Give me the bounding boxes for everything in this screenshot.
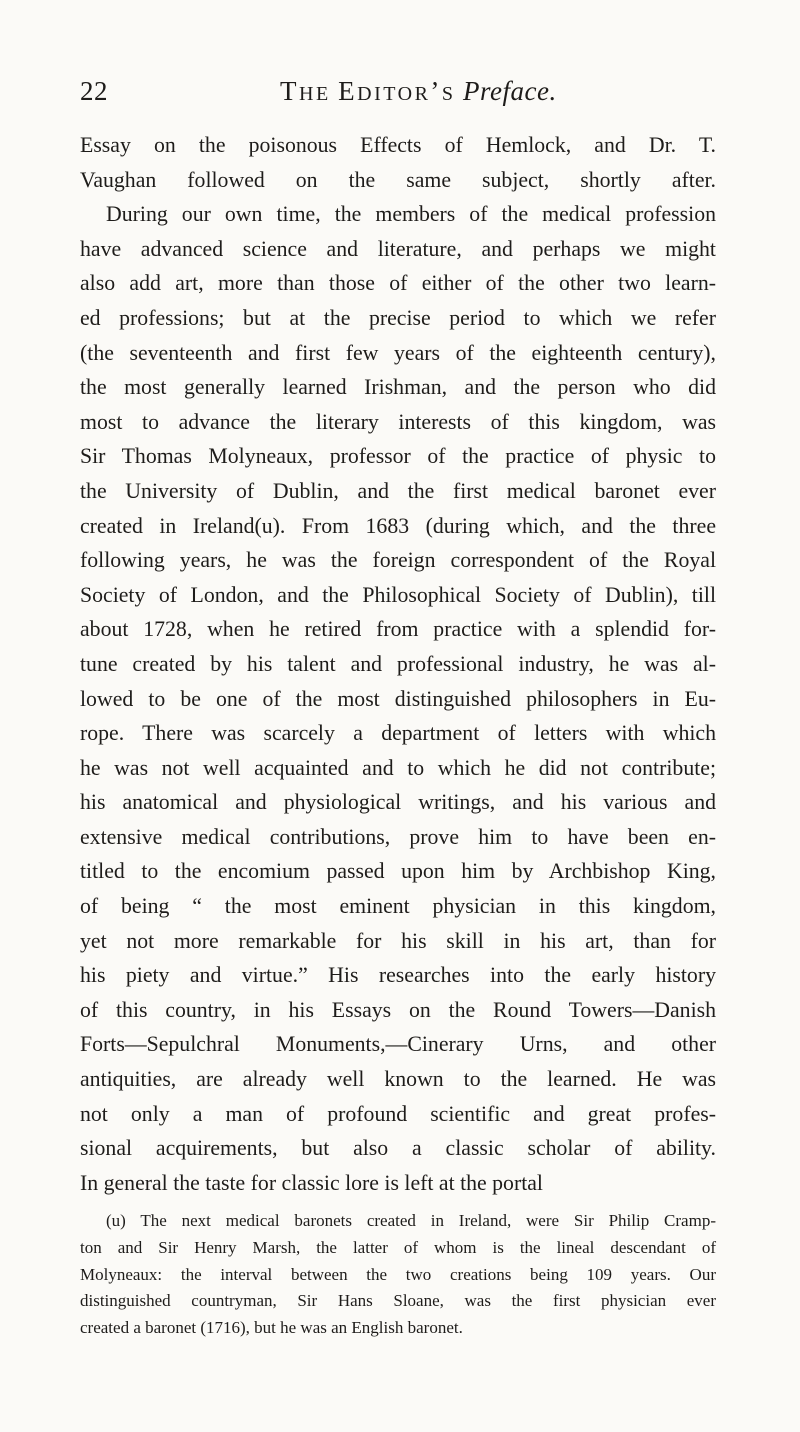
text-line: Sir Thomas Molyneaux, professor of the practice of physic to [80,444,716,469]
text-line: Essay on the poisonous Effects of Hemlock, and Dr. T. [80,133,716,157]
text-line: the most generally learned Irishman, and the person who did [80,375,716,400]
footnote-line: Molyneaux: the interval between the two creations being 109 years. Our [80,1264,716,1284]
text-line: sional acquirements, but also a classic scholar of ability. [80,1136,716,1161]
book-page [80,70,716,1341]
text-line: created in Ireland(u). From 1683 (during which, and the three [80,513,716,538]
text-line: yet not more remarkable for his skill in his art, than for [80,928,716,953]
page-number: 22 [80,76,108,106]
text-line: of this country, in his Essays on the Round Towers—Danish [80,997,716,1022]
text-line: antiquities, are already well known to the learned. He was [80,1067,716,1092]
text-line: extensive medical contributions, prove him to have been en- [80,824,716,849]
text-line: the University of Dublin, and the first medical baronet ever [80,478,716,503]
text-line: titled to the encomium passed upon him by Archbishop King, [80,859,716,884]
title-apostrophe: ’ [430,76,442,106]
text-line: he was not well acquainted and to which he did not contribute; [80,755,716,780]
title-italic-preface: Preface. [463,76,557,106]
footnote-line: created a baronet (1716), but he was an English baronet. [80,1317,463,1337]
text-line: In general the taste for classic lore is left at the portal [80,1170,543,1195]
text-line: also add art, more than those of either of the other two learn- [80,271,716,296]
title-smallcaps-the: HE [299,83,339,105]
text-line: not only a man of profound scientific and great profes- [80,1101,716,1126]
text-line: of being “ the most eminent physician in this kingdom, [80,894,716,919]
footnote-line: ton and Sir Henry Marsh, the latter of whom is the lineal descendant of [80,1238,716,1257]
title-smallcaps-editor: DITOR [357,83,431,105]
text-line: about 1728, when he retired from practice with a splendid for- [80,617,716,642]
text-line: rope. There was scarcely a department of letters with which [80,721,716,746]
text-line: lowed to be one of the most distinguished philosophers in Eu- [80,686,716,711]
body-text [80,128,716,1200]
running-head [80,70,716,114]
text-line: tune created by his talent and professional industry, he was al- [80,651,716,676]
footnotes [80,1208,716,1341]
title-initial-editor: E [338,76,358,106]
running-title [280,76,557,107]
text-line: have advanced science and literature, and perhaps we might [80,236,716,261]
text-line: most to advance the literary interests of this kingdom, was [80,409,716,434]
text-line: (the seventeenth and first few years of the eighteenth century), [80,340,716,365]
text-line: ed professions; but at the precise period to which we refer [80,305,716,330]
footnote-line: distinguished countryman, Sir Hans Sloane, was the first physician ever [80,1291,716,1311]
title-initial-the: T [280,76,299,106]
text-line: following years, he was the foreign correspondent of the Royal [80,548,716,573]
text-line: During our own time, the members of the medical profession [106,202,716,227]
text-line: Society of London, and the Philosophical Society of Dublin), till [80,582,716,607]
text-line: Forts—Sepulchral Monuments,—Cinerary Urns, and other [80,1032,716,1057]
text-line: his anatomical and physiological writings, and his various and [80,790,716,815]
text-line: his piety and virtue.” His researches into the early history [80,963,716,988]
title-smallcaps-s: S [441,83,464,105]
text-line: Vaughan followed on the same subject, shortly after. [80,167,716,192]
footnote-line: (u) The next medical baronets created in Ireland, were Sir Philip Cramp- [106,1211,716,1231]
